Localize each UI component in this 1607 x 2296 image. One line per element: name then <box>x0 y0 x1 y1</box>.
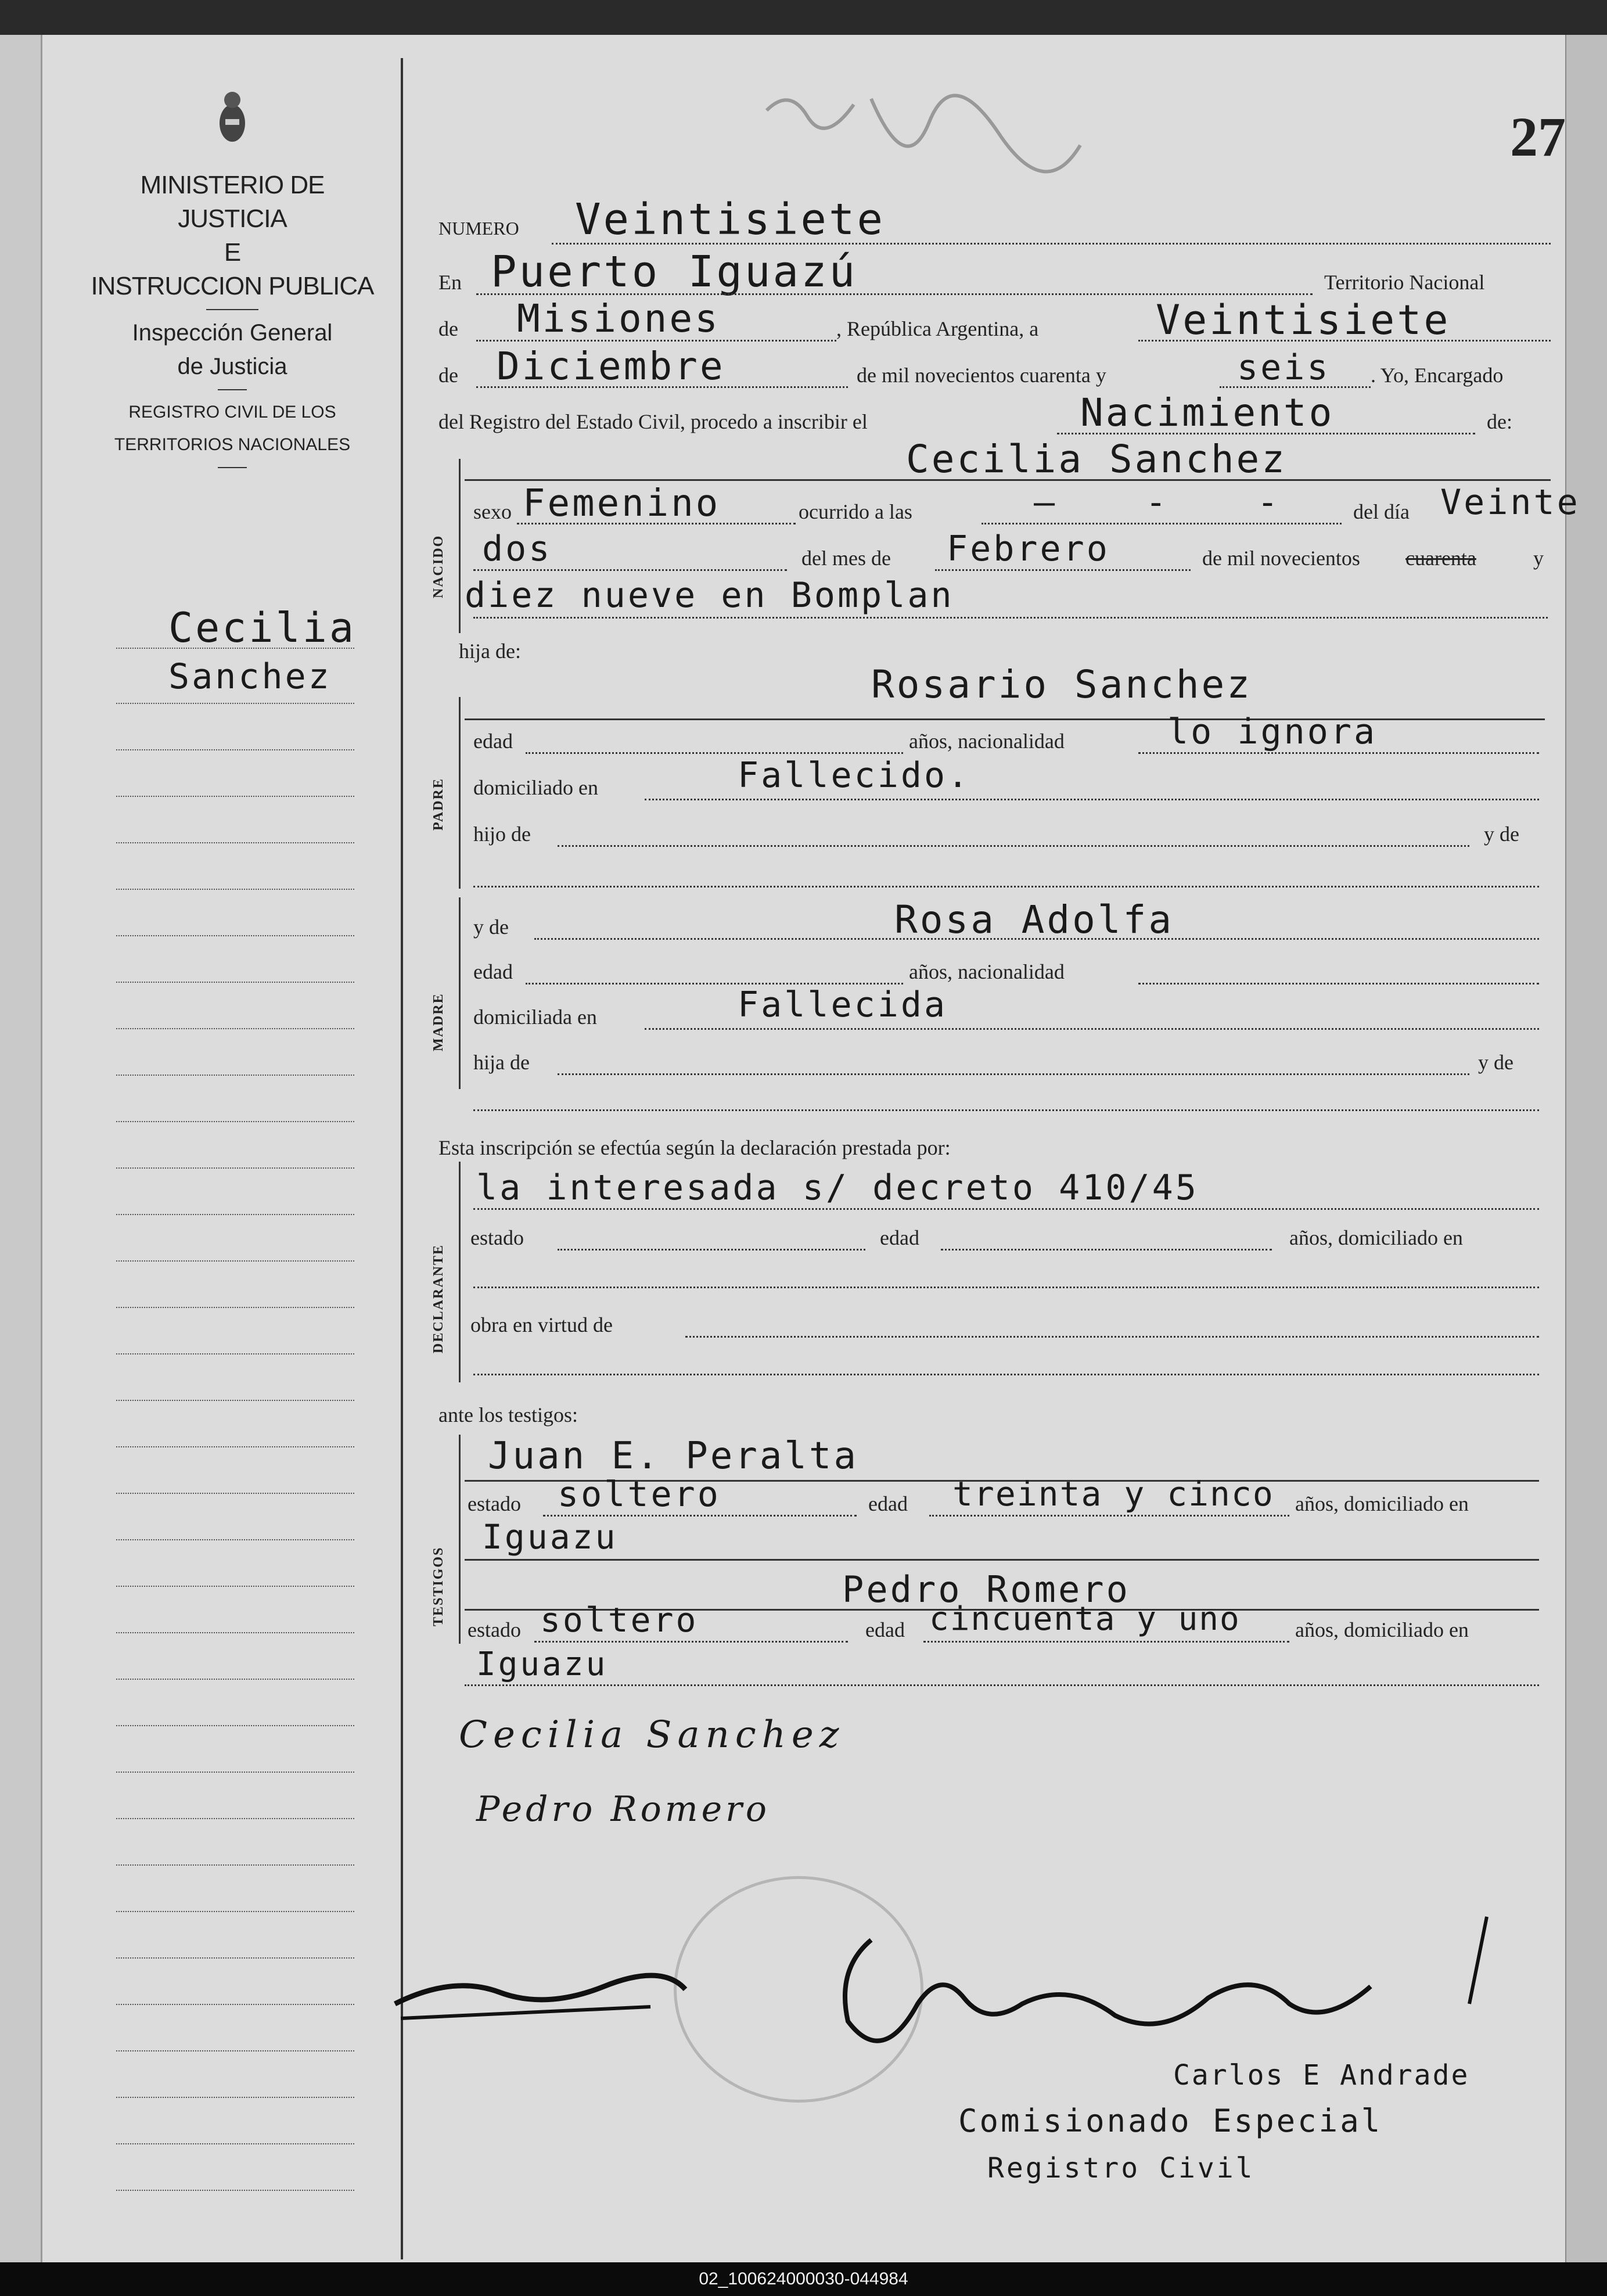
witness1-name: Juan E. Peralta <box>488 1435 858 1478</box>
left-rule <box>116 1957 354 1959</box>
scan-top-border <box>0 0 1607 35</box>
left-rule <box>116 1539 354 1540</box>
nacido-year-label: de mil novecientos <box>1202 547 1360 570</box>
numero-line <box>552 243 1551 245</box>
padre-y-de-label: y de <box>1484 822 1519 846</box>
numero-label: NUMERO <box>438 218 519 239</box>
year-line <box>1220 386 1371 388</box>
birth-place-value: diez nueve en Bomplan <box>465 575 954 616</box>
left-rule <box>116 889 354 890</box>
official-name: Carlos E Andrade <box>1173 2059 1470 2092</box>
madre-side-label: MADRE <box>431 993 446 1051</box>
scan-id-footer: 02_100624000030-044984 <box>0 2262 1607 2296</box>
left-rule <box>116 1446 354 1447</box>
left-rule <box>116 2097 354 2098</box>
month-line <box>476 386 848 388</box>
dia-line <box>473 569 787 571</box>
left-rule <box>116 1353 354 1354</box>
declarante-intro: Esta inscripción se efectúa según la declaración prestada por: <box>438 1136 951 1159</box>
left-rule <box>116 1586 354 1587</box>
testigos-brace <box>459 1435 461 1644</box>
left-rule <box>116 1075 354 1076</box>
left-rule <box>116 796 354 797</box>
testigos-side-label: TESTIGOS <box>431 1546 446 1626</box>
madre-name-line <box>534 938 1539 940</box>
divider <box>218 389 247 390</box>
sexo-label: sexo <box>473 500 512 523</box>
inspection-line-2: de Justicia <box>177 354 287 379</box>
margin-name-line-2: Sanchez <box>168 656 332 697</box>
left-rule <box>116 935 354 936</box>
madre-nacionalidad-line <box>1138 983 1539 984</box>
struck-year-text: cuarenta <box>1405 547 1476 570</box>
left-rule <box>116 749 354 750</box>
en-line <box>476 293 1313 295</box>
padre-anos-label: años, nacionalidad <box>909 730 1065 753</box>
padre-name: Rosario Sanchez <box>871 662 1253 707</box>
witness1-estado-label: estado <box>468 1492 521 1515</box>
page-right-edge <box>1565 35 1607 2262</box>
obra-line <box>685 1336 1539 1338</box>
mes-label: del mes de <box>801 547 891 570</box>
nacido-side-label: NACIDO <box>431 534 446 598</box>
left-rule <box>116 1679 354 1680</box>
left-rule <box>116 2190 354 2191</box>
padre-nacionalidad-line <box>1138 752 1539 754</box>
left-rule <box>116 2050 354 2051</box>
witness1-estado-line <box>543 1515 857 1517</box>
divider <box>206 309 258 310</box>
madre-y-de-label-2: y de <box>1478 1051 1513 1074</box>
year-label: de mil novecientos cuarenta y <box>857 364 1106 387</box>
numero-value: Veintisiete <box>575 195 886 245</box>
witness1-edad-line <box>929 1515 1289 1517</box>
ministry-line-2: E <box>224 238 241 267</box>
left-rule <box>116 1911 354 1912</box>
left-rule <box>116 1772 354 1773</box>
de2-label: de <box>438 364 458 387</box>
declarante-domicilio-line <box>473 1287 1539 1288</box>
padre-domiciliado-label: domiciliado en <box>473 776 598 799</box>
left-rule <box>116 1214 354 1215</box>
obra-line-2 <box>473 1374 1539 1375</box>
dia-value-2: dos <box>482 529 552 569</box>
left-rule <box>116 703 354 704</box>
signature-pedro: Pedro Romero <box>476 1789 770 1830</box>
yo-label: . Yo, Encargado <box>1371 364 1504 387</box>
registry-line-1: REGISTRO CIVIL DE LOS <box>128 403 336 422</box>
hija-de-label: hija de: <box>459 639 521 663</box>
registro-label: del Registro del Estado Civil, procedo a inscribir el <box>438 410 868 433</box>
witness2-domicilio: Iguazu <box>476 1645 608 1683</box>
witness2-edad-label: edad <box>865 1618 905 1641</box>
left-rule <box>116 1260 354 1262</box>
ministry-line-1: MINISTERIO DE JUSTICIA <box>140 171 325 233</box>
mes-line <box>935 569 1191 571</box>
en-label: En <box>438 271 462 294</box>
padre-hijo-label: hijo de <box>473 822 531 846</box>
day-line <box>1138 340 1551 342</box>
sexo-line <box>517 523 796 524</box>
witness2-estado-label: estado <box>468 1618 521 1641</box>
witness2-edad: cincuenta y uno <box>929 1600 1241 1638</box>
declarante-value-line <box>473 1208 1539 1210</box>
registry-line-2: TERRITORIOS NACIONALES <box>114 435 351 454</box>
madre-anos-label: años, nacionalidad <box>909 960 1065 983</box>
page-number: 27 <box>1510 106 1566 168</box>
month-value: Diciembre <box>497 344 725 389</box>
republica-label: , República Argentina, a <box>836 317 1039 340</box>
declarante-brace <box>459 1162 461 1382</box>
left-rule <box>116 1864 354 1866</box>
declarante-edad-label: edad <box>880 1226 919 1249</box>
ocurrido-label: ocurrido a las <box>799 500 912 523</box>
coat-of-arms-icon <box>209 87 256 151</box>
ministry-header <box>87 168 378 474</box>
padre-nacionalidad-value: lo ignora <box>1167 712 1378 752</box>
dia-value: Veinte <box>1440 482 1580 523</box>
declarante-edad-line <box>941 1249 1272 1251</box>
padre-domiciliado-value: Fallecido. <box>738 755 971 796</box>
left-rule <box>116 982 354 983</box>
book-gutter <box>0 35 42 2262</box>
declarante-estado-label: estado <box>470 1226 524 1249</box>
del-dia-label: del día <box>1353 500 1410 523</box>
sexo-value: Femenino <box>523 482 721 525</box>
official-title: Comisionado Especial <box>958 2103 1383 2139</box>
witness2-estado-line <box>534 1641 848 1643</box>
witness1-edad: treinta y cinco <box>952 1474 1274 1514</box>
inspection-line-1: Inspección General <box>132 320 333 346</box>
left-rule <box>116 1725 354 1726</box>
act-line <box>1057 433 1475 434</box>
madre-y-de-label: y de <box>473 915 509 939</box>
witness1-edad-label: edad <box>868 1492 908 1515</box>
left-rule <box>116 1632 354 1633</box>
divider <box>218 467 247 468</box>
padre-edad-line <box>526 752 903 754</box>
obra-label: obra en virtud de <box>470 1313 613 1336</box>
madre-domiciliada-line <box>645 1028 1539 1030</box>
nacido-y-label: y <box>1533 547 1544 570</box>
madre-hija-line <box>558 1073 1469 1075</box>
left-rule <box>116 648 354 649</box>
witness2-anos-label: años, domiciliado en <box>1295 1618 1469 1641</box>
madre-domiciliada-label: domiciliada en <box>473 1005 597 1029</box>
left-rule <box>116 1167 354 1169</box>
witness2-edad-line <box>923 1641 1289 1643</box>
madre-hija-label: hija de <box>473 1051 530 1074</box>
declarante-anos-label: años, domiciliado en <box>1289 1226 1463 1249</box>
padre-side-label: PADRE <box>431 778 446 831</box>
madre-extra-line <box>473 1109 1539 1111</box>
de-label: de <box>438 317 458 340</box>
madre-edad-label: edad <box>473 960 513 983</box>
left-rule <box>116 842 354 843</box>
day-value: Veintisiete <box>1156 296 1451 344</box>
witness1-estado: soltero <box>558 1474 721 1515</box>
left-rule <box>116 1493 354 1494</box>
witness2-name: Pedro Romero <box>842 1568 1130 1611</box>
left-rule <box>116 2004 354 2005</box>
witness2-estado: soltero <box>540 1600 699 1640</box>
madre-domiciliada-value: Fallecida <box>738 984 948 1025</box>
declarante-side-label: DECLARANTE <box>431 1244 446 1353</box>
territorio-label: Territorio Nacional <box>1324 271 1485 294</box>
declarante-value: la interesada s/ decreto 410/45 <box>476 1167 1199 1208</box>
left-rule <box>116 1818 354 1819</box>
nacido-brace <box>459 459 461 633</box>
de-value: Misiones <box>517 296 720 341</box>
padre-edad-label: edad <box>473 730 513 753</box>
left-rule <box>116 1400 354 1401</box>
margin-name-line-1: Cecilia <box>168 604 357 652</box>
mes-value: Febrero <box>947 529 1110 569</box>
act-value: Nacimiento <box>1080 390 1335 435</box>
pencil-scribble <box>755 64 1103 180</box>
hora-value: — - - <box>1034 482 1313 523</box>
birth-place-line <box>473 617 1548 619</box>
de3-label: de: <box>1487 410 1512 433</box>
left-rule <box>116 2143 354 2144</box>
person-name-line <box>465 479 1551 481</box>
witness1-domicilio-line <box>465 1559 1539 1561</box>
hora-line <box>982 523 1342 524</box>
left-rule <box>116 1307 354 1308</box>
left-rule <box>116 1121 354 1122</box>
declarante-estado-line <box>558 1249 865 1251</box>
madre-brace <box>459 897 461 1089</box>
de-line <box>476 340 836 342</box>
padre-domiciliado-line <box>645 799 1539 800</box>
ministry-line-3: INSTRUCCION PUBLICA <box>91 272 374 300</box>
witness1-anos-label: años, domiciliado en <box>1295 1492 1469 1515</box>
madre-name: Rosa Adolfa <box>894 897 1174 942</box>
official-office: Registro Civil <box>987 2152 1255 2184</box>
left-rule <box>116 1028 354 1029</box>
padre-brace <box>459 697 461 889</box>
padre-y-de-line <box>473 886 1539 888</box>
padre-hijo-line <box>558 845 1469 847</box>
person-name: Cecilia Sanchez <box>906 437 1288 482</box>
year-value: seis <box>1237 347 1331 388</box>
witness1-domicilio: Iguazu <box>482 1517 618 1557</box>
signature-cecilia: Cecilia Sanchez <box>459 1713 845 1756</box>
padre-name-line <box>465 718 1545 720</box>
witness2-domicilio-line <box>465 1684 1539 1686</box>
testigos-intro: ante los testigos: <box>438 1403 578 1427</box>
en-value: Puerto Iguazú <box>491 247 858 297</box>
